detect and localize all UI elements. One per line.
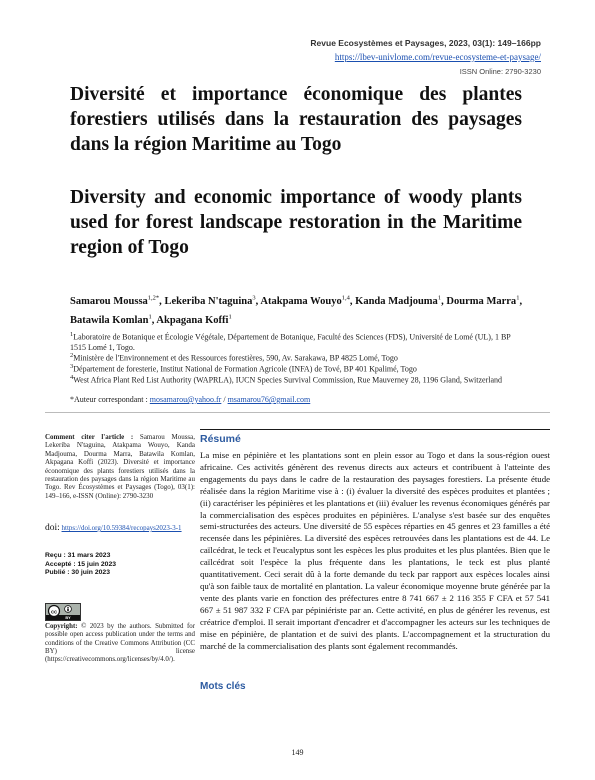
title-french: Diversité et importance économique des plantes forestiers utilisés dans la restauration des paysages dans la région Maritime au Togo xyxy=(70,84,522,155)
svg-text:cc: cc xyxy=(50,609,58,616)
journal-name: Revue Ecosystèmes et Paysages, 2023, 03(1): 149–166pp xyxy=(310,38,541,48)
published-date: Publié : 30 juin 2023 xyxy=(45,569,110,577)
issn: ISSN Online: 2790-3230 xyxy=(459,67,541,76)
received-date: Reçu : 31 mars 2023 xyxy=(45,552,111,559)
affiliation: $^4$West Africa Plant Red List Authority (WAPRLA), IUCN Species Survival Commission, Rue Mauverney 28, 1196 Gland, Switzerland xyxy=(70,374,503,385)
citation-block: Comment citer l'article : Samarou Moussa, Lekeriba N'taguina, Atakpama Wouyo, Kanda Madjouma, Dourma Marra, Batawila Komlan, Akpagana Koffi (2023). Diversité et importance économique des plants forestiers utilisés dans la restauration des paysages dans la région Maritime au Togo. Rev Écosystèmes et Paysages (Togo), 03(1): 149–166, e-ISSN (Online): 2790-3230 xyxy=(45,433,195,500)
doi-label: doi: xyxy=(45,523,60,533)
author: Akpagana Koffi$^1$ xyxy=(156,313,232,326)
author: Dourma Marra$^1$, xyxy=(446,294,523,307)
author: Kanda Madjouma$^1$, xyxy=(355,294,447,307)
email-link-alt[interactable]: msamarou76@gmail.com xyxy=(227,395,311,404)
cc-by-license-icon xyxy=(45,603,81,621)
page-number: 149 xyxy=(291,748,304,757)
keywords-heading: Mots clés xyxy=(200,681,246,692)
affiliation: $^3$Département de foresterie, Institut National de Formation Agricole (INFA) de Tové, BP 401 Kpalimé, Togo xyxy=(70,363,417,374)
affiliation: $^1$Laboratoire de Botanique et Écologie Végétale, Département de Botanique, Faculté des Sciences (FDS), Université de Lomé (UL), 1 BP 1515 Lomé 1, Togo. xyxy=(70,331,511,353)
affiliation: $^2$Ministère de l'Environnement et des Ressources forestières, 590, Av. Sarakawa, BP 4825 Lomé, Togo xyxy=(70,352,398,363)
journal-url-link[interactable]: https://lbev-univlome.com/revue-ecosysteme-et-paysage/ xyxy=(334,52,541,62)
publication-dates xyxy=(45,552,195,578)
abstract-text: La mise en pépinière et les plantations sont en plein essor au Togo et dans la sous-région ouest africaine. Ces activités génèrent des revenus directs aux acteurs et contribuent à l'atteinte des engagements du pays dans le cadre de la restauration des paysages forestiers. La présente étude réalisée dans la région Maritime vise à : (i) évaluer la diversité des espèces produites et plantées ; (ii) caractériser les pépinières et les plantations et (iii) évaluer les revenus économiques générés par la commercialisation des espèces produites en pépinières. L'analyse s'est basée sur des enquêtes semi-structurées des acteurs. Une diversité de 55 espèces réparties en 45 genres et 23 familles a été recensée dans les pépinières. La diversité des espèces retrouvées dans les plantations est de 44. Le caïlcédrat, le teck et l'eucalyptus sont les espèces les plus produites et les plus plantées. Bien que le caïlcédrat soit l'espèce la plus fréquente dans les plantations, le teck est plus planté quantitativement. Ceci serait dû à la forte demande du teck par rapport aux espèces locales ainsi qu'à son faible taux de mortalité en plantation. La valeur économique moyenne brute générée par la vente des plants varie en fonction des préfectures entre 8 741 667 ± 2 116 355 F CFA et 57 541 667 ± 51 987 332 F CFA par pépiniériste par an. Cette activité, en plus de générer les revenus, est créatrice d'emploi. Il serait important d'encadrer et d'accompagner les acteurs sur les techniques de mise en pépinière, de plantation et de suivi des plants. L'accompagnement et la structuration du marché de la commercialisation des plants sont également recommandés. xyxy=(200,450,550,651)
abstract-heading: Résumé xyxy=(200,433,241,445)
author: Batawila Komlan$^1$, xyxy=(70,313,157,326)
doi-row xyxy=(45,524,195,532)
author: Atakpama Wouyo$^{1,4}$, xyxy=(260,294,356,307)
abstract-rule xyxy=(200,429,550,430)
author: Samarou Moussa$^{1,2*}$, xyxy=(70,294,165,307)
accepted-date: Accepté : 15 juin 2023 xyxy=(45,560,117,568)
email-link[interactable]: mosamarou@yahoo.fr xyxy=(149,395,222,404)
svg-text:BY: BY xyxy=(65,616,71,620)
copyright-notice: Copyright: © 2023 by the authors. Submitted for possible open access publication under the terms and conditions of the Creative Commons Attribution (CC BY) license (https://creativecommons.org/licenses/by/4.0/). xyxy=(45,623,195,664)
section-divider xyxy=(45,412,550,413)
author: Lekeriba N'taguina$^3$, xyxy=(164,294,261,307)
doi-link[interactable]: https://doi.org/10.59384/recopays2023-3-1 xyxy=(61,524,182,532)
corresponding-author: *Auteur correspondant : mosamarou@yahoo.fr / msamarou76@gmail.com xyxy=(70,395,311,404)
author-list xyxy=(70,290,522,329)
title-english: Diversity and economic importance of woody plants used for forest landscape restoration in the Maritime region of Togo xyxy=(70,187,522,258)
